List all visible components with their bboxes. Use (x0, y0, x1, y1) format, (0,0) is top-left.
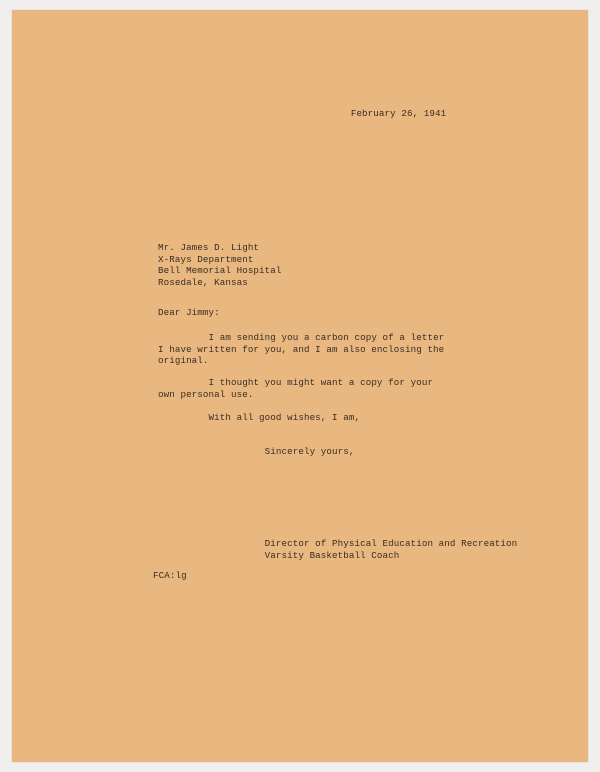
paragraph-2: I thought you might want a copy for your own personal use. (158, 377, 434, 400)
address-line-hospital: Bell Memorial Hospital (158, 265, 282, 277)
signature-title: Director of Physical Education and Recreation (264, 538, 518, 549)
address-line-city: Rosedale, Kansas (158, 276, 248, 288)
letter-date: February 26, 1941 (350, 108, 447, 119)
signature-role: Varsity Basketball Coach (264, 549, 400, 561)
paragraph-1: I am sending you a carbon copy of a letter I have written for you, and I am also enclosing the original. (158, 332, 445, 367)
salutation: Dear Jimmy: (158, 307, 220, 318)
typist-initials: FCA:lg (153, 570, 187, 581)
signature-block (158, 538, 517, 561)
address-line-name: Mr. James D. Light (158, 242, 260, 253)
paragraph-3: With all good wishes, I am, (208, 412, 361, 423)
address-line-department: X-Rays Department (158, 253, 254, 265)
closing: Sincerely yours, (264, 446, 355, 457)
letter-page (12, 10, 588, 762)
recipient-address (158, 242, 282, 288)
